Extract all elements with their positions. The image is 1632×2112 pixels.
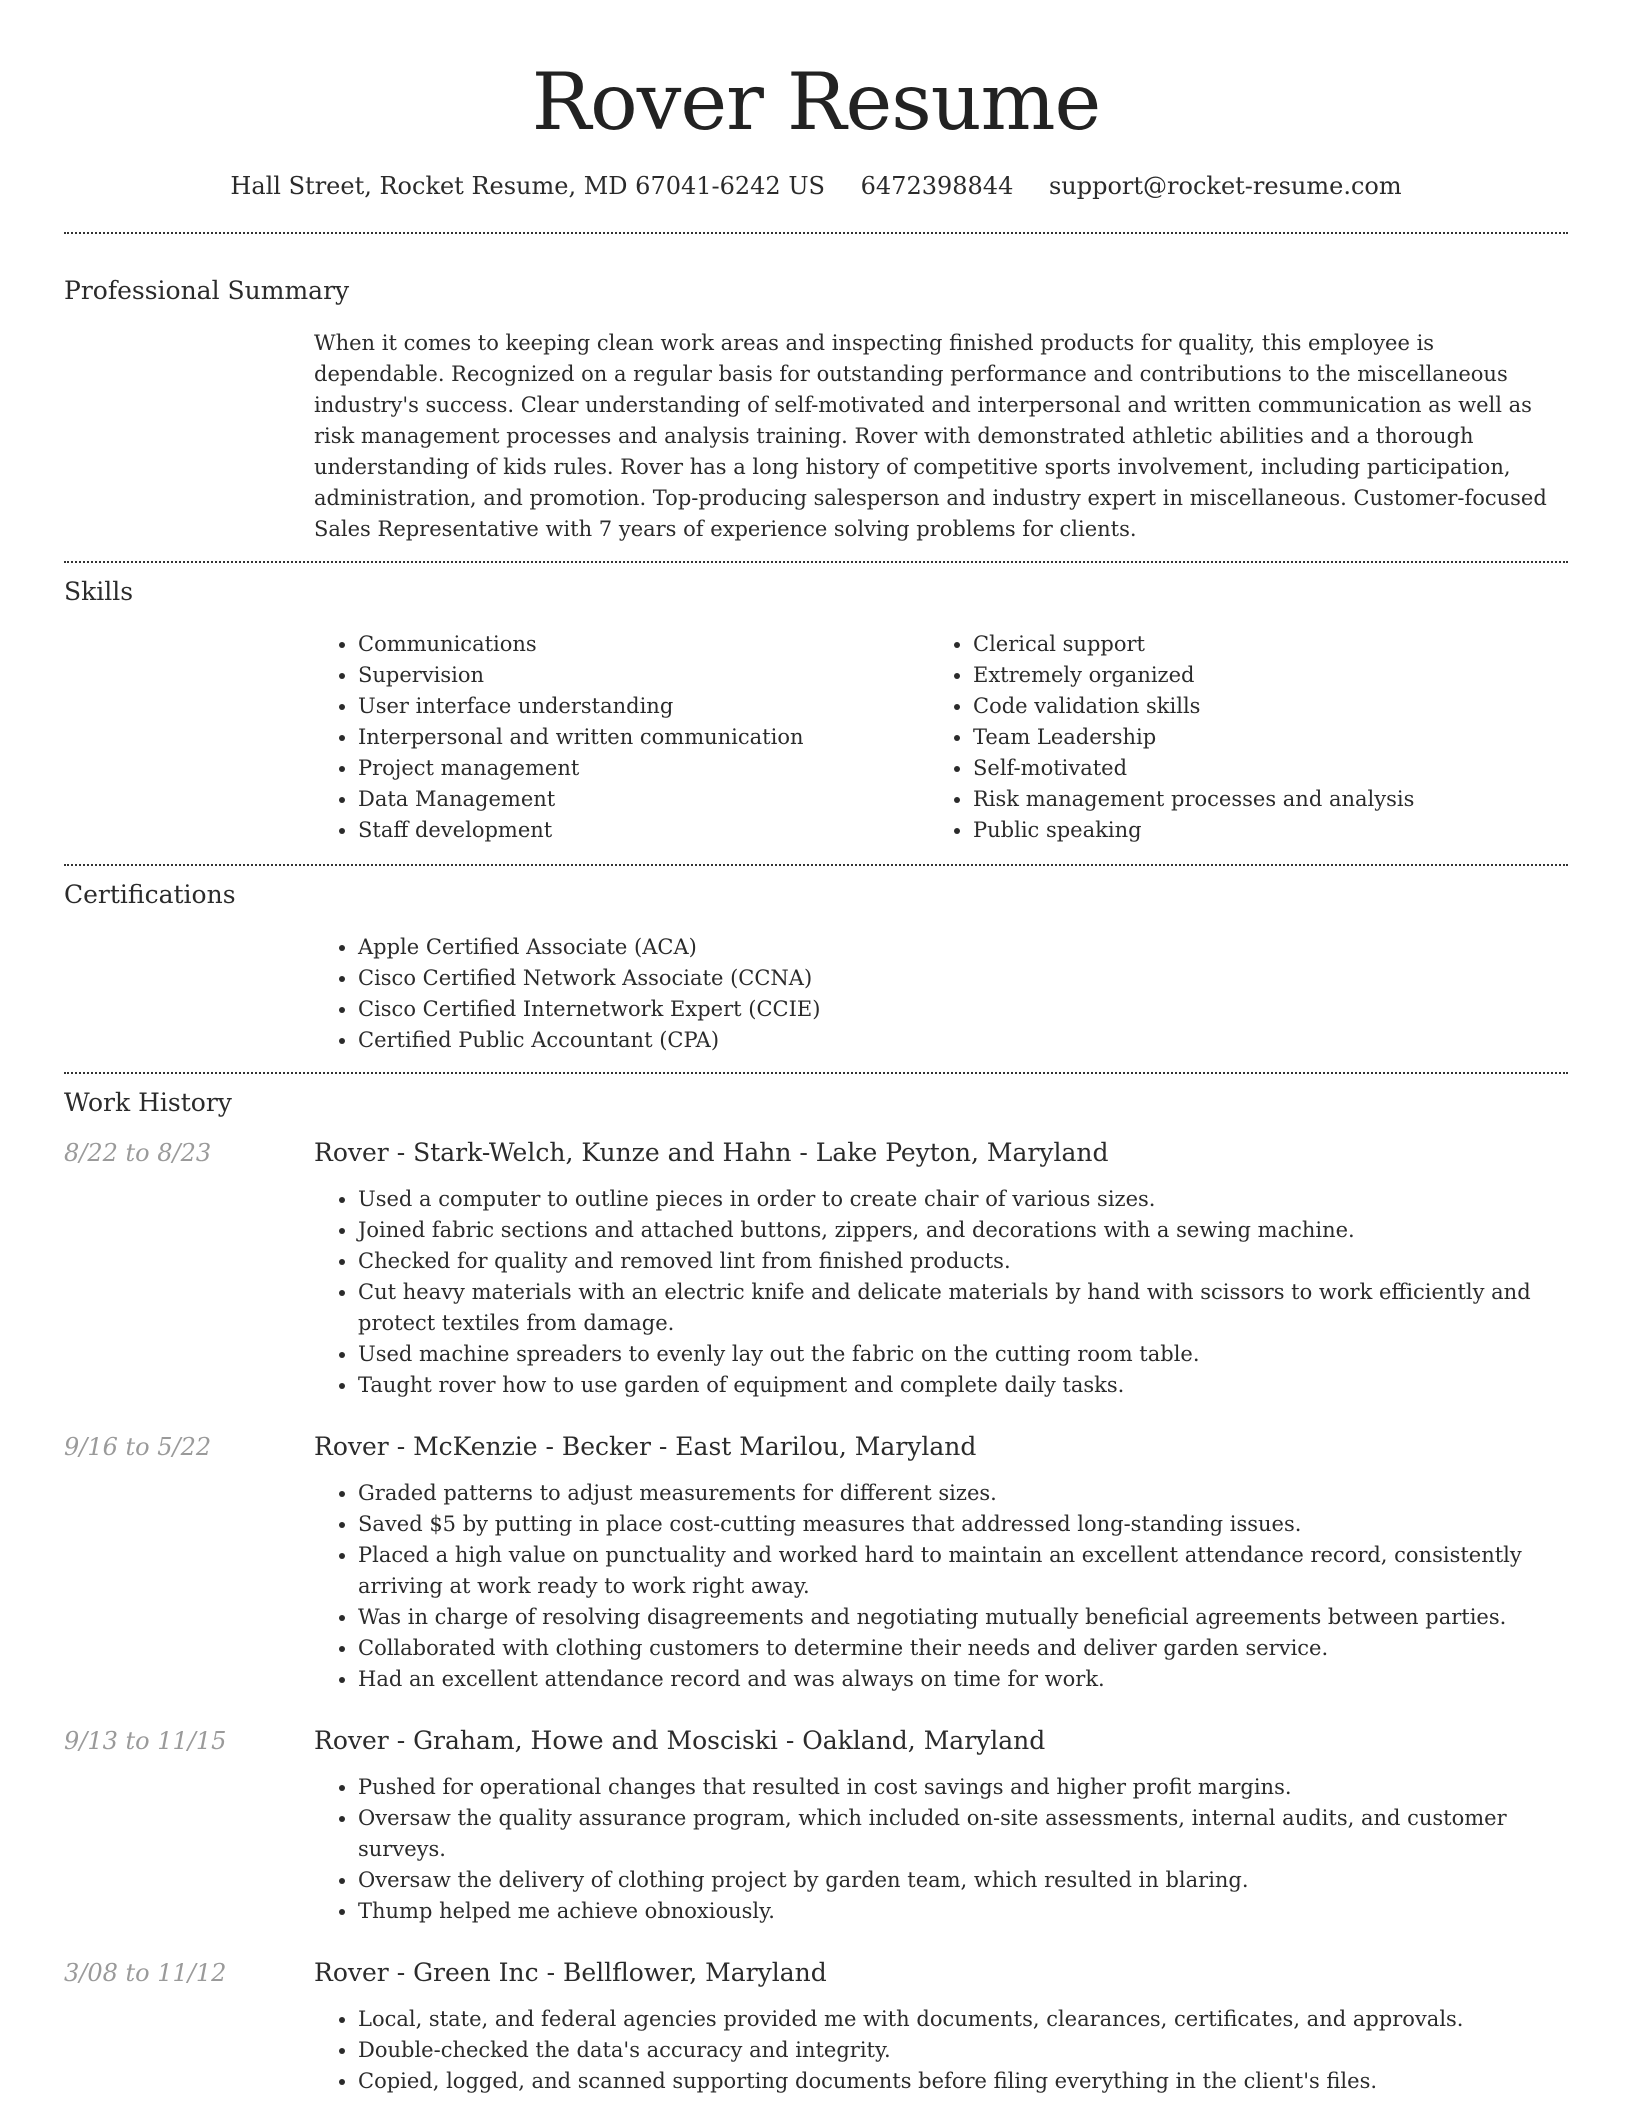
certification-item: • Cisco Certified Network Associate (CCNA) bbox=[358, 963, 1568, 994]
skill-item: • Extremely organized bbox=[973, 660, 1544, 691]
job-entry bbox=[64, 1724, 1568, 1927]
certifications-list bbox=[314, 932, 1568, 1056]
job-bullet: • Joined fabric sections and attached buttons, zippers, and decorations with a sewing machine. bbox=[358, 1215, 1568, 1246]
skill-item: • Supervision bbox=[358, 660, 929, 691]
skill-item: • Data Management bbox=[358, 784, 929, 815]
job-bullet: • Oversaw the delivery of clothing project by garden team, which resulted in blaring. bbox=[358, 1865, 1568, 1896]
professional-summary-section bbox=[64, 234, 1568, 561]
certification-item: • Cisco Certified Internetwork Expert (CCIE) bbox=[358, 994, 1568, 1025]
contact-email: support@rocket-resume.com bbox=[1048, 172, 1402, 200]
job-entry bbox=[64, 1136, 1568, 1401]
section-title-skills: Skills bbox=[64, 577, 134, 606]
job-bullet: • Pushed for operational changes that resulted in cost savings and higher profit margins. bbox=[358, 1772, 1568, 1803]
contact-address: Hall Street, Rocket Resume, MD 67041-6242 US bbox=[230, 172, 825, 200]
skills-section bbox=[64, 563, 1568, 864]
job-bullet: • Placed a high value on punctuality and worked hard to maintain an excellent attendance record, consistently arriving at work ready to work right away. bbox=[358, 1540, 1568, 1602]
job-bullet: • Double-checked the data's accuracy and integrity. bbox=[358, 2035, 1568, 2066]
job-title: Rover - Stark-Welch, Kunze and Hahn - Lake Peyton, Maryland bbox=[314, 1138, 1109, 1167]
skill-item: • Public speaking bbox=[973, 815, 1544, 846]
job-title: Rover - McKenzie - Becker - East Marilou, Maryland bbox=[314, 1432, 977, 1461]
summary-text: When it comes to keeping clean work areas and inspecting finished products for quality, this employee is dependable. Recognized on a regular basis for outstanding performance and contributions to the miscellaneous industry's success. Clear understanding of self-motivated and interpersonal and written communication as well as risk management processes and analysis training. Rover with demonstrated athletic abilities and a thorough understanding of kids rules. Rover has a long history of competitive sports involvement, including participation, administration, and promotion. Top-producing salesperson and industry expert in miscellaneous. Customer-focused Sales Representative with 7 years of experience solving problems for clients. bbox=[314, 331, 1547, 541]
skill-item: • Project management bbox=[358, 753, 929, 784]
job-title: Rover - Green Inc - Bellflower, Maryland bbox=[314, 1958, 827, 1987]
job-bullet: • Local, state, and federal agencies provided me with documents, clearances, certificates, and approvals. bbox=[358, 2004, 1568, 2035]
job-entry bbox=[64, 1430, 1568, 1695]
job-title: Rover - Graham, Howe and Mosciski - Oakland, Maryland bbox=[314, 1726, 1046, 1755]
job-bullets bbox=[314, 1184, 1568, 1401]
job-bullet: • Taught rover how to use garden of equipment and complete daily tasks. bbox=[358, 1370, 1568, 1401]
job-bullet: • Saved $5 by putting in place cost-cutting measures that addressed long-standing issues. bbox=[358, 1509, 1568, 1540]
job-bullet: • Was in charge of resolving disagreements and negotiating mutually beneficial agreements between parties. bbox=[358, 1602, 1568, 1633]
contact-line bbox=[64, 170, 1568, 202]
skill-item: • Interpersonal and written communication bbox=[358, 722, 929, 753]
job-bullet: • Oversaw the quality assurance program, which included on-site assessments, internal audits, and customer surveys. bbox=[358, 1803, 1568, 1865]
section-title-certifications: Certifications bbox=[64, 880, 236, 909]
job-bullets bbox=[314, 1478, 1568, 1695]
contact-phone: 6472398844 bbox=[860, 172, 1014, 200]
section-title-summary: Professional Summary bbox=[64, 276, 350, 305]
job-bullet: • Checked for quality and removed lint from finished products. bbox=[358, 1246, 1568, 1277]
skills-list-right bbox=[929, 629, 1544, 846]
resume-header bbox=[64, 0, 1568, 202]
certifications-section bbox=[64, 866, 1568, 1072]
skill-item: • Risk management processes and analysis bbox=[973, 784, 1544, 815]
job-bullet: • Cut heavy materials with an electric knife and delicate materials by hand with scissors to work efficiently and protect textiles from damage. bbox=[358, 1277, 1568, 1339]
job-bullets bbox=[314, 1772, 1568, 1927]
job-bullet: • Thump helped me achieve obnoxiously. bbox=[358, 1896, 1568, 1927]
job-bullets bbox=[314, 2004, 1568, 2097]
section-title-work-history: Work History bbox=[64, 1088, 232, 1117]
job-dates: 8/22 to 8/23 bbox=[64, 1139, 212, 1167]
job-bullet: • Used machine spreaders to evenly lay out the fabric on the cutting room table. bbox=[358, 1339, 1568, 1370]
skill-item: • Clerical support bbox=[973, 629, 1544, 660]
job-bullet: • Graded patterns to adjust measurements for different sizes. bbox=[358, 1478, 1568, 1509]
certification-item: • Certified Public Accountant (CPA) bbox=[358, 1025, 1568, 1056]
work-history-section bbox=[64, 1074, 1568, 2097]
skill-item: • Staff development bbox=[358, 815, 929, 846]
skill-item: • Code validation skills bbox=[973, 691, 1544, 722]
job-bullet: • Copied, logged, and scanned supporting documents before filing everything in the client's files. bbox=[358, 2066, 1568, 2097]
job-dates: 9/13 to 11/15 bbox=[64, 1727, 227, 1755]
job-entry bbox=[64, 1956, 1568, 2097]
job-bullet: • Had an excellent attendance record and was always on time for work. bbox=[358, 1664, 1568, 1695]
skill-item: • Communications bbox=[358, 629, 929, 660]
job-dates: 9/16 to 5/22 bbox=[64, 1433, 212, 1461]
skill-item: • Team Leadership bbox=[973, 722, 1544, 753]
certification-item: • Apple Certified Associate (ACA) bbox=[358, 932, 1568, 963]
job-bullet: • Collaborated with clothing customers to determine their needs and deliver garden service. bbox=[358, 1633, 1568, 1664]
candidate-name: Rover Resume bbox=[531, 56, 1101, 148]
skill-item: • User interface understanding bbox=[358, 691, 929, 722]
skills-list-left bbox=[314, 629, 929, 846]
job-bullet: • Used a computer to outline pieces in order to create chair of various sizes. bbox=[358, 1184, 1568, 1215]
job-dates: 3/08 to 11/12 bbox=[64, 1959, 227, 1987]
skill-item: • Self-motivated bbox=[973, 753, 1544, 784]
